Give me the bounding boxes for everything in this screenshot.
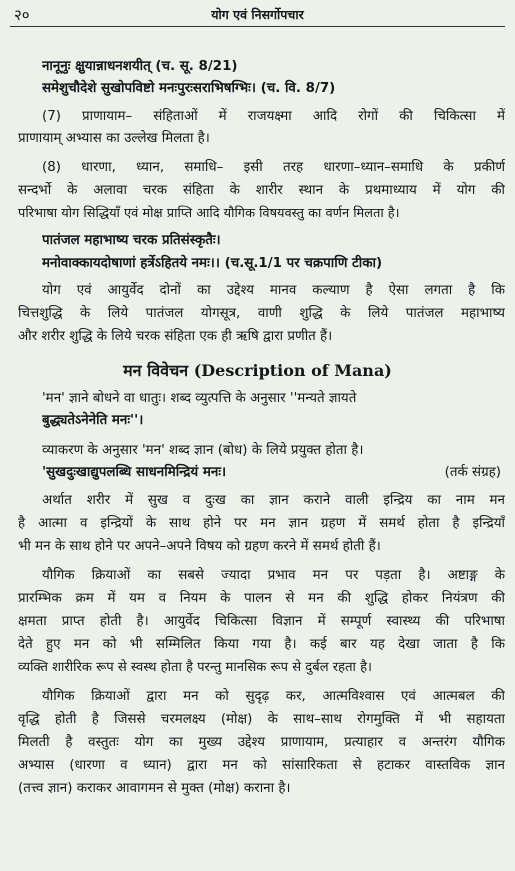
paragraph-line: है आत्मा व इन्द्रियों के साथ होने पर मन ज्ञान ग्रहण में समर्थ होता है इन्द्रियाँ [18,516,505,531]
paragraph-line: योग एवं आयुर्वेद दोनों का उद्देश्य मानव कल्याण है ऐसा लगता है कि [42,283,505,298]
paragraph-line: (7) प्राणायाम– संहिताओं में राजयक्ष्मा आदि रोगों की चिकित्सा में [42,109,505,124]
verse-line: नानूनुः क्षुयान्नाधनशयीत् (च. सू. 8/21) [42,59,238,74]
paragraph-line: देते हुए मन को भी सम्मिलित किया गया है। कई बार यह देखा जाता है कि [18,637,505,652]
paragraph-line: प्रारम्भिक क्रम में यम व नियम के पालन से मन की शुद्धि होकर नियंत्रण की [18,591,505,606]
paragraph-line: परिभाषा योग सिद्धियाँ एवं मोक्ष प्राप्ति आदि यौगिक विषयवस्तु का वर्णन मिलता है। [18,206,400,221]
paragraph-line: व्याकरण के अनुसार 'मन' शब्द ज्ञान (बोध) के लिये प्रयुक्त होता है। [42,443,364,458]
paragraph-line: 'मन' ज्ञाने बोधने वा धातुः। शब्द व्युत्पत्ति के अनुसार ''मन्यते ज्ञायते [42,391,357,406]
paragraph-line: यौगिक क्रियाओं द्वारा मन को सुदृढ़ कर, आत्मविश्वास एवं आत्मबल की [42,689,505,704]
verse-line: मनोवाक्कायदोषाणां हर्त्रेऽहितये नमः।। (च.सू.1/1 पर चक्रपाणि टीका) [42,256,383,271]
paragraph-line: चित्तशुद्धि के लिये पातंजल योगसूत्र, वाणी शुद्धि के लिये पातंजल महाभाष्य [18,306,505,321]
paragraph-line: और शरीर शुद्धि के लिये चरक संहिता एक ही ऋषि द्वारा प्रणीत हैं। [18,329,333,344]
paragraph-line: वृद्धि होती है जिससे चरमलक्ष्य (मोक्ष) के साथ–साथ रोगमुक्ति में भी सहायता [18,712,505,727]
paragraph-line: (8) धारणा, ध्यान, समाधि– इसी तरह धारणा–ध्यान–समाधि के प्रकीर्ण [42,160,505,175]
paragraph-line: (तत्त्व ज्ञान) कराकर आवागमन से मुक्त (मोक्ष) कराना है। [18,781,291,796]
paragraph-line: भी मन के साथ होने पर अपने–अपने विषय को ग्रहण करने में समर्थ होती हैं। [18,539,381,554]
paragraph-line: मिलती है वस्तुतः योग का मुख्य उद्देश्य प्राणायाम, प्रत्याहार व अन्तरंग यौगिक [18,735,505,750]
paragraph-line: क्षमता प्राप्त होती है। आयुर्वेद चिकित्सा विज्ञान में सम्पूर्ण स्वास्थ्य की परिभाषा [18,614,505,629]
running-title: योग एवं निसर्गोपचार [211,7,304,22]
paragraph-line: सन्दर्भो के अलावा चरक संहिता के शारीर स्थान के प्रथमाध्याय में योग की [18,183,505,198]
paragraph-line: प्राणायाम् अभ्यास का उल्लेख मिलता है। [18,131,210,146]
page-header [10,2,505,27]
section-heading-hindi: मन विवेचन [123,361,189,380]
citation: (तर्क संग्रह) [444,465,501,480]
section-heading-english: (Description of Mana) [193,361,392,380]
paragraph-line: अर्थात शरीर में सुख व दुःख का ज्ञान कराने वाली इन्द्रिय का नाम मन [42,493,505,508]
verse-line: पातंजल महाभाष्य चरक प्रतिसंस्कृतैः। [42,233,221,248]
section-heading [0,359,515,381]
paragraph-line: यौगिक क्रियाओं का सबसे ज्यादा प्रभाव मन पर पड़ता है। अष्टाङ्ग के [42,568,505,583]
verse-line: समेशुचौदेशे सुखोपविष्टो मनःपुरःसराभिषग्भिः। (च. वि. 8/7) [42,81,336,96]
paragraph-line: व्यक्ति शारीरिक रूप से स्वस्थ होता है परन्तु मानसिक रूप से दुर्बल रहता है। [18,660,373,675]
verse-line: बुद्ध्यतेऽनेनेति मनः''। [42,413,144,428]
paragraph-line: अभ्यास (धारणा व ध्यान) द्वारा मन को सांसारिकता से हटाकर वास्तविक ज्ञान [18,758,505,773]
verse-line: 'सुखदुःखाद्युपलब्धि साधनमिन्द्रियं मनः। [42,465,227,480]
page-number: २० [14,6,30,24]
